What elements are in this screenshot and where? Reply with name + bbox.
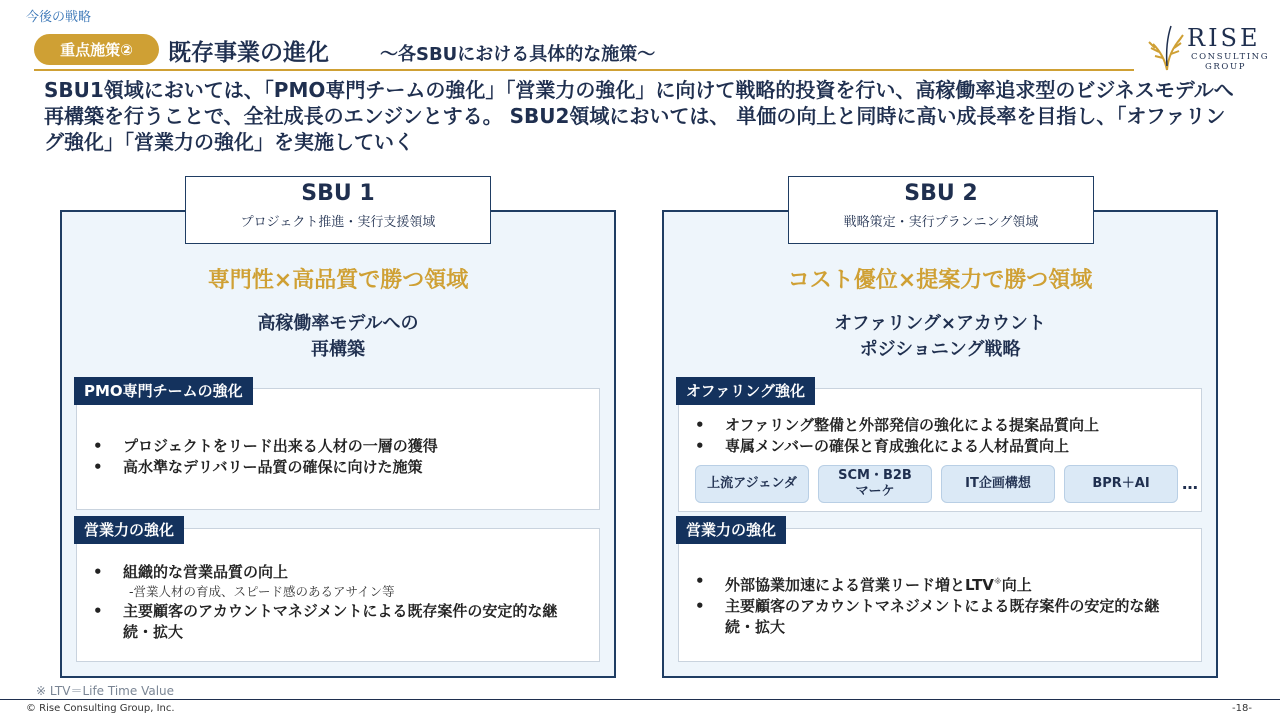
- sbu2-subtitle: 戦略策定・実行プランニング領域: [843, 215, 1039, 230]
- more-ellipsis: …: [1182, 474, 1198, 493]
- logo-brand: RISE: [1187, 24, 1261, 52]
- list-item: • 高水準なデリバリー品質の確保に向けた施策: [93, 457, 599, 478]
- list-subnote: -営業人材の育成、スピード感のあるアサイン等: [129, 584, 395, 599]
- list-item: [695, 571, 1175, 596]
- sbu2-offering-label: オファリング強化: [676, 377, 815, 405]
- list-item: • プロジェクトをリード出来る人材の一層の獲得: [93, 436, 599, 457]
- list-item: • 組織的な営業品質の向上: [93, 562, 573, 583]
- logo-line1: CONSULTING: [1191, 52, 1270, 62]
- list-item-text: 外部協業加速による営業リード増とLTV: [725, 576, 994, 594]
- sbu2-model: [662, 311, 1218, 363]
- list-item: • 専属メンバーの確保と育成強化による人材品質向上: [695, 436, 1201, 457]
- logo-line2: GROUP: [1205, 62, 1247, 72]
- sbu1-pmo-box: [76, 388, 600, 510]
- sbu1-header: [185, 176, 491, 244]
- offering-chip: SCM・B2B マーケ: [818, 465, 932, 503]
- sbu1-model-line1: 高稼働率モデルへの: [257, 313, 419, 334]
- page-title: 既存事業の進化: [168, 40, 329, 66]
- sbu2-sales-box: [678, 528, 1202, 662]
- sbu1-pmo-label: PMO専門チームの強化: [74, 377, 253, 405]
- sbu1-sales-label: 営業力の強化: [74, 516, 184, 544]
- offering-chip: BPR＋AI: [1064, 465, 1178, 503]
- sbu1-tagline: 専門性×高品質で勝つ領域: [207, 268, 469, 293]
- footnote-mark: ※: [993, 577, 1002, 586]
- offering-chip: IT企画構想: [941, 465, 1055, 503]
- copyright: © Rise Consulting Group, Inc.: [26, 703, 175, 714]
- sbu1-model: [60, 311, 616, 363]
- list-item: • オファリング整備と外部発信の強化による提案品質向上: [695, 415, 1201, 436]
- sbu1-subtitle: プロジェクト推進・実行支援領域: [240, 215, 436, 230]
- list-item: • 主要顧客のアカウントマネジメントによる既存案件の安定的な継続・拡大: [93, 601, 573, 643]
- sbu2-tagline: コスト優位×提案力で勝つ領域: [787, 268, 1093, 293]
- page-subtitle: ～各SBUにおける具体的な施策～: [380, 44, 656, 65]
- priority-badge: 重点施策②: [34, 34, 159, 65]
- sbu1-model-line2: 再構築: [311, 339, 365, 360]
- footer-divider: [0, 699, 1280, 700]
- sbu1-sales-box: [76, 528, 600, 662]
- section-label: 今後の戦略: [26, 10, 92, 25]
- sbu1-title: SBU 1: [301, 181, 375, 206]
- sbu2-model-line1: オファリング×アカウント: [834, 313, 1046, 334]
- sbu2-sales-label: 営業力の強化: [676, 516, 786, 544]
- offering-chip: 上流アジェンダ: [695, 465, 809, 503]
- lead-paragraph: SBU1領域においては、「PMO専門チームの強化」「営業力の強化」に向けて戦略的投資を行い、高稼働率追求型のビジネスモデルへ再構築を行うことで、全社成長のエンジンとする。 SBU2領域においては、 単価の向上と同時に高い成長率を目指し、「オファリング強化」「営業力の強化」を実施していく: [44, 78, 1234, 154]
- sbu2-header: [788, 176, 1094, 244]
- title-underline: [34, 69, 1134, 71]
- footnote: ※ LTV＝Life Time Value: [36, 684, 175, 698]
- company-logo: [1145, 22, 1270, 72]
- laurel-icon: [1145, 22, 1189, 72]
- list-item: • 主要顧客のアカウントマネジメントによる既存案件の安定的な継続・拡大: [695, 596, 1175, 638]
- list-item-text: 向上: [1001, 576, 1032, 594]
- page-number: -18-: [1232, 703, 1252, 714]
- sbu2-model-line2: ポジショニング戦略: [859, 339, 1021, 360]
- sbu2-title: SBU 2: [904, 181, 978, 206]
